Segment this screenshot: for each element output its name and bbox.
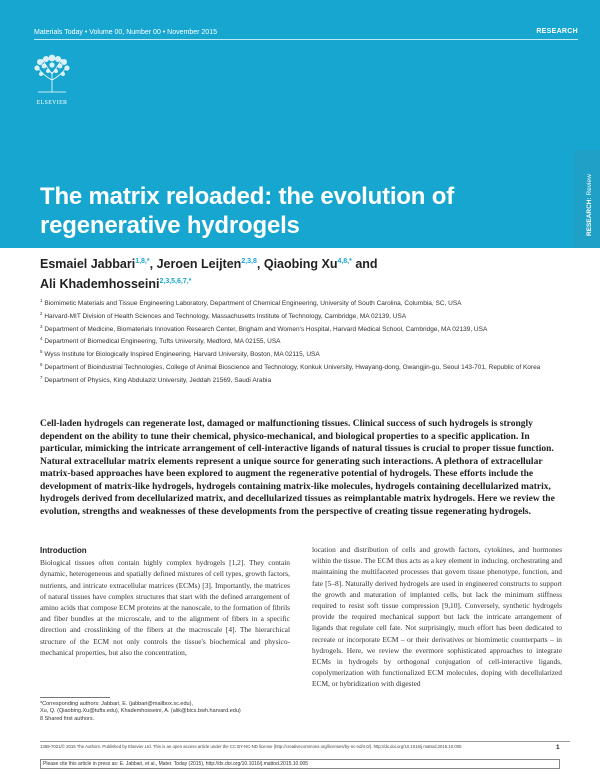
corresponding-authors: *Corresponding authors: Jabbari, E. (jabbari@mailbox.sc.edu), bbox=[40, 701, 193, 707]
citation-box: Please cite this article in press as: E. Jabbari, et al., Mater. Today (2015), http://dx.doi.org/10.1016/j.mattod.2015.10.005 bbox=[40, 759, 560, 769]
corresponding-emails: Xu, Q. (Qiaobing.Xu@tufts.edu), Khademhosseini, A. (alik@bics.bwh.harvard.edu) bbox=[40, 708, 241, 715]
affiliations bbox=[40, 296, 570, 385]
section-tag: RESEARCH bbox=[536, 28, 578, 35]
author: Qiaobing Xu bbox=[263, 257, 338, 272]
author: Ali Khademhosseini bbox=[40, 277, 160, 292]
author-list: Esmaiel Jabbari$^{1,8,*}$, Jeroen Leijten$^{2,3,8}$, Qiaobing $Xu^{4,8,*}$ and Ali Khademhosseini$^{2,3,5,6,7,*}$ bbox=[40, 257, 378, 292]
journal-line: Materials Today • Volume 00, Number 00 • November 2015 bbox=[34, 29, 217, 36]
affiliation: $^1$ Biomimetic Materials and Tissue Engineering Laboratory, Department of Chemical Engineering, University of South Carolina, Columbia, SC, USA bbox=[40, 298, 462, 308]
header-rule bbox=[34, 39, 578, 40]
author: Esmaiel Jabbari bbox=[40, 257, 136, 272]
license-text: 1369-7021/© 2015 The Authors. Published by Elsevier Ltd. This is an open access article under the CC BY-NC-ND license (http://creativecommons.org/licenses/by-nc-nd/4.0/). http://dx.doi.org/10.1016/j.mattod.2015.10.005 bbox=[40, 744, 462, 749]
footnote-rule bbox=[40, 697, 110, 698]
footnotes bbox=[40, 701, 300, 723]
affiliation: $^5$ Wyss Institute for Biologically Inspired Engineering, Harvard University, Boston, MA 02115, USA bbox=[40, 349, 320, 359]
affiliation: $^4$ Department of Biomedical Engineering, Tufts University, Medford, MA 02155, USA bbox=[40, 336, 281, 346]
tree-icon bbox=[30, 54, 74, 94]
publisher-name: ELSEVIER bbox=[36, 100, 68, 106]
affiliation: $^3$ Department of Medicine, Biomaterials Innovation Research Center, Brigham and Women's Hospital, Harvard Medical School, Cambridge, MA 02139, USA bbox=[40, 323, 488, 333]
affiliation: $^2$ Harvard-MIT Division of Health Sciences and Technology, Massachusetts Institute of Technology, Cambridge, MA 02139, USA bbox=[40, 310, 407, 320]
affiliation: $^7$ Department of Physics, King Abdulaziz University, Jeddah 21569, Saudi Arabia bbox=[40, 374, 272, 384]
bottom-rule bbox=[40, 741, 570, 742]
affiliation: $^6$ Department of Bioindustrial Technologies, College of Animal Bioscience and Technology, Konkuk University, Hwayang-dong, Gwangjin-gu, Seoul 143-701, Republic of Korea bbox=[40, 361, 541, 371]
body-column-right: location and distribution of cells and growth factors, cytokines, and hormones within the tissue. The ECM thus acts as a key element in inducing, orchestrating and maintaining the multifaceted processes that govern tissue phenotype, function, and fate [5–8]. Naturally derived hydrogels are used in engineered constructs to support the growth and maturation of implanted cells, but lack the minimum stiffness required to resist soft tissue compression [9,10]. Conversely, synthetic hydrogels provide the required mechanical support but lack the intricate arrangement of ligands that regulate cell fate. Not surprisingly, much effort has been dedicated to recreate or incorporate ECM – or their derivatives or biomimetic counterparts – in hydrogels. Here, we review the evermore sophisticated approaches to integrate ECMs in hydrogels by orthogonal conjugation of cell-interactive ligands, copolymerization with functionalized ECM molecules, doping with decellularized ECM, or hybridization with digested bbox=[312, 545, 562, 689]
author: Jeroen Leijten bbox=[156, 257, 242, 272]
article-title: The matrix reloaded: the evolution of regenerative hydrogels bbox=[40, 183, 454, 239]
shared-first-authors: 8 Shared first authors. bbox=[40, 715, 95, 722]
elsevier-logo bbox=[30, 54, 74, 106]
body-column-left bbox=[40, 545, 290, 658]
page-number: 1 bbox=[556, 744, 560, 751]
section-heading: Introduction bbox=[40, 546, 87, 555]
abstract: Cell-laden hydrogels can regenerate lost, damaged or malfunctioning tissues. Clinical success of such hydrogels is strongly dependent on the ability to tune their chemical, physico-mechanical, and biological properties to a specific application. In particular, mimicking the intricate arrangement of cell-interactive ligands of natural tissues is crucial to proper tissue function. Natural extracellular matrix elements represent a unique source for generating such interactions. A plethora of extracellular matrix-based approaches have been explored to augment the regenerative potential of hydrogels. These efforts include the development of matrix-like hydrogels, hydrogels containing matrix-like molecules, hydrogels containing decellularized matrix, hydrogels derived from decellularized matrix, and decellularized tissues as reimplantable matrix hydrogels. Here we review the evolution, strengths and weaknesses of these developments from the perspective of creating tissue regenerating hydrogels. bbox=[40, 419, 555, 517]
body-text: Biological tissues often contain highly complex hydrogels [1,2]. They contain dynamic, heterogeneous and spatially defined mixtures of cell types, growth factors, nutrients, and intricate extracellular matrices (ECMs) [3]. Importantly, the matrices of natural tissues have complex structures that start with the defined arrangement of amino acids that compose ECM proteins at the nanoscale, to the formation of fibrils and fiber bundles at the microscale, and to the alignment of fibers in a specific direction and crosslinking of the fibers at the macroscale [4]. The hierarchical structure of the ECM not only controls the tissue's biochemical and physico-mechanical properties, but also the concentration, bbox=[40, 558, 290, 657]
side-label: RESEARCH: Review bbox=[586, 174, 593, 236]
